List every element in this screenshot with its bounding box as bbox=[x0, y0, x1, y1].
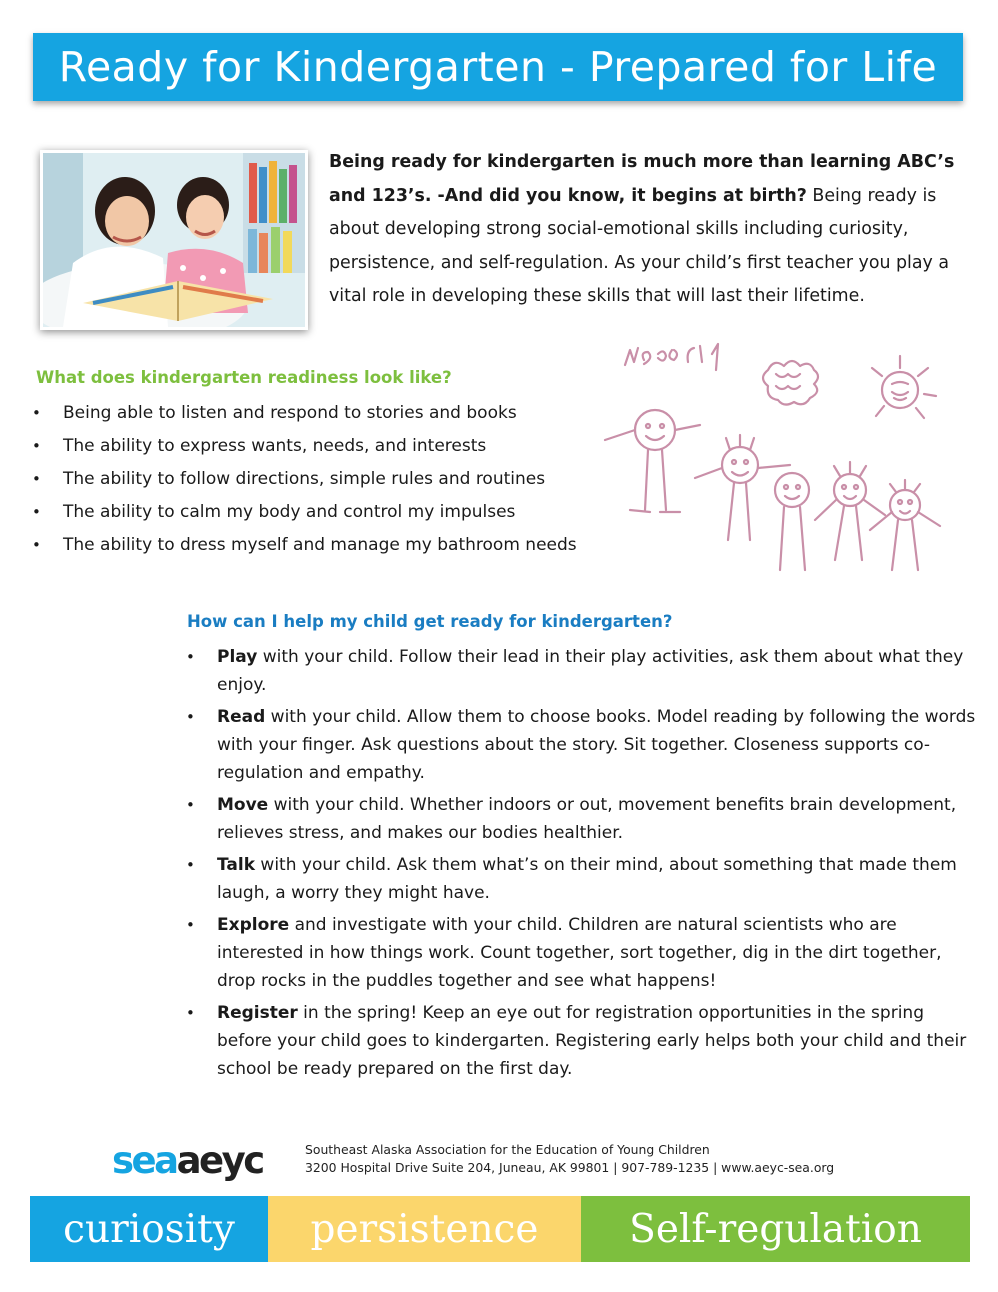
list-item-keyword: Talk bbox=[217, 855, 256, 875]
logo-aeyc: aeyc bbox=[176, 1139, 263, 1182]
list-item: • The ability to dress myself and manage my bathroom needs bbox=[30, 530, 630, 563]
list-item bbox=[186, 911, 976, 995]
list-item-text: with your child. Allow them to choose books. Model reading by following the words with your finger. Ask questions about the story. Sit together. Closeness supports co-regulation and empathy. bbox=[217, 707, 976, 783]
list-item: • The ability to follow directions, simple rules and routines bbox=[30, 464, 630, 497]
footer-curiosity: curiosity bbox=[30, 1196, 268, 1262]
list-item: • The ability to express wants, needs, and interests bbox=[30, 431, 630, 464]
intro-text: Being ready is about developing strong social-emotional skills including curiosity, persistence, and self-regulation. As your child’s first teacher you play a vital role in developing these skills that will last their lifetime. bbox=[329, 185, 950, 306]
list-item-text: with your child. Whether indoors or out, movement benefits brain development, relieves stress, and makes our bodies healthier. bbox=[217, 795, 957, 843]
footer-persistence: persistence bbox=[268, 1196, 581, 1262]
title-banner bbox=[33, 33, 963, 101]
org-address: 3200 Hospital Drive Suite 204, Juneau, AK 99801 | 907-789-1235 | www.aeyc-sea.org bbox=[305, 1160, 835, 1175]
org-name: Southeast Alaska Association for the Education of Young Children bbox=[305, 1142, 710, 1157]
list-item bbox=[186, 999, 976, 1083]
list-item bbox=[186, 851, 976, 907]
help-heading: How can I help my child get ready for kindergarten? bbox=[187, 612, 673, 631]
org-info bbox=[305, 1141, 834, 1177]
intro-paragraph bbox=[329, 146, 979, 314]
list-item-text: and investigate with your child. Children are natural scientists who are interested in how things work. Count together, sort together, dig in the dirt together, drop rocks in the puddles together and see what happens! bbox=[217, 915, 942, 991]
list-item-keyword: Play bbox=[217, 647, 258, 667]
readiness-heading: What does kindergarten readiness look like? bbox=[36, 368, 452, 387]
mother-and-daughter-reading-photo bbox=[40, 150, 308, 330]
list-item-text: with your child. Follow their lead in their play activities, ask them about what they enjoy. bbox=[217, 647, 964, 695]
list-item-text: in the spring! Keep an eye out for registration opportunities in the spring before your child goes to kindergarten. Registering early helps both your child and their school be ready prepared on the first day. bbox=[217, 1003, 967, 1079]
readiness-list bbox=[30, 398, 630, 563]
list-item bbox=[186, 791, 976, 847]
logo-sea: sea bbox=[112, 1139, 177, 1182]
seaaeyc-logo bbox=[112, 1140, 263, 1182]
list-item: • Being able to listen and respond to stories and books bbox=[30, 398, 630, 431]
list-item-keyword: Register bbox=[217, 1003, 298, 1023]
child-crayon-drawing-icon bbox=[600, 340, 970, 580]
list-item-text: with your child. Ask them what’s on their mind, about something that made them laugh, a worry they might have. bbox=[217, 855, 957, 903]
list-item bbox=[186, 643, 976, 699]
footer-values-bar bbox=[30, 1196, 970, 1262]
list-item-keyword: Move bbox=[217, 795, 269, 815]
intro-bold-text: Being ready for kindergarten is much more than learning ABC’s and 123’s. -And did you know, it begins at birth? bbox=[329, 152, 955, 206]
page-title: Ready for Kindergarten - Prepared for Life bbox=[58, 43, 938, 91]
list-item-keyword: Read bbox=[217, 707, 266, 727]
list-item: • The ability to calm my body and control my impulses bbox=[30, 497, 630, 530]
list-item-keyword: Explore bbox=[217, 915, 290, 935]
list-item bbox=[186, 703, 976, 787]
help-list bbox=[186, 643, 976, 1087]
footer-self-regulation: Self-regulation bbox=[581, 1196, 970, 1262]
